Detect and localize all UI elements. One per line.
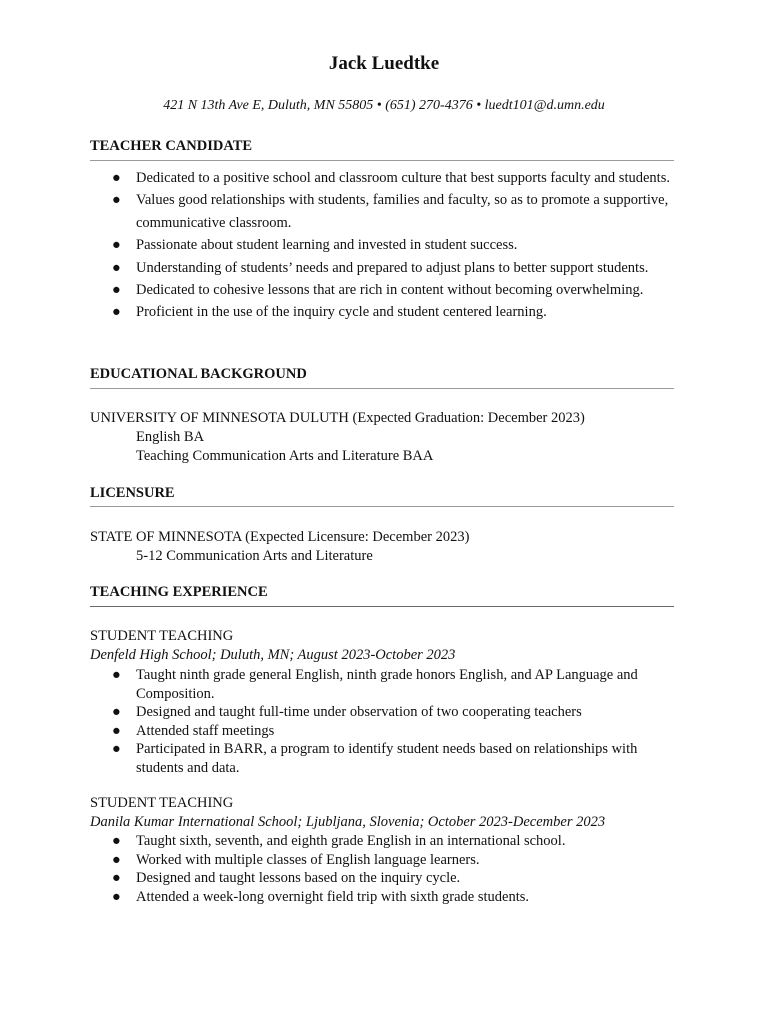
contact-line: 421 N 13th Ave E, Duluth, MN 55805 • (651) 270-4376 • luedt101@d.umn.edu [163,98,605,113]
list-item [90,740,680,777]
list-item [90,703,680,722]
list-item [90,869,680,888]
section-title-education: EDUCATIONAL BACKGROUND [90,366,307,382]
section-title-licensure: LICENSURE [90,485,175,501]
bullet-icon: ● [112,667,121,683]
candidate-bullet-text: Dedicated to a positive school and classroom culture that best supports faculty and students. [136,170,670,186]
list-item [90,722,680,741]
bullet-icon: ● [112,237,121,254]
section-divider [90,506,674,507]
job-role: STUDENT TEACHING [90,628,234,644]
list-item [90,851,680,870]
education-degree: English BA [136,429,205,445]
job-place: Denfeld High School; Duluth, MN; August 2023-October 2023 [90,647,456,663]
section-title-teaching-experience: TEACHING EXPERIENCE [90,584,268,600]
list-item [90,301,680,323]
list-item [90,189,680,234]
bullet-icon: ● [112,741,121,758]
candidate-name: Jack Luedtke [328,53,440,74]
list-item [90,167,680,189]
job-bullet-text: Attended a week-long overnight field trip with sixth grade students. [136,888,530,905]
bullet-icon: ● [112,851,121,868]
job-bullet-list [90,832,680,906]
bullet-icon: ● [112,888,121,905]
bullet-icon: ● [112,170,121,186]
job-role: STUDENT TEACHING [90,795,234,811]
licensure-area: 5-12 Communication Arts and Literature [136,548,373,564]
candidate-bullet-text: Passionate about student learning and invested in student success. [136,237,518,254]
bullet-icon: ● [112,870,121,887]
education-degree: Teaching Communication Arts and Literature BAA [136,448,434,464]
bullet-icon: ● [112,304,121,321]
section-divider [90,606,674,607]
candidate-bullet-list [90,167,680,324]
bullet-icon: ● [112,704,121,721]
list-item [90,832,680,851]
list-item [90,234,680,256]
list-item [90,666,680,703]
section-divider [90,160,674,161]
list-item [90,257,680,279]
job-place: Danila Kumar International School; Ljubljana, Slovenia; October 2023-December 2023 [90,814,606,830]
job-bullet-text: Attended staff meetings [136,722,275,739]
education-school: UNIVERSITY OF MINNESOTA DULUTH (Expected Graduation: December 2023) [90,410,585,426]
job-bullet-text: Taught sixth, seventh, and eighth grade English in an international school. [136,833,566,849]
job-bullet-text: Worked with multiple classes of English language learners. [136,851,480,868]
candidate-bullet-text: Values good relationships with students, families and faculty, so as to promote a supportive, communicative classroom. [136,192,669,231]
licensure-state: STATE OF MINNESOTA (Expected Licensure: December 2023) [90,529,470,545]
list-item [90,279,680,301]
job-bullet-text: Designed and taught lessons based on the inquiry cycle. [136,870,461,887]
bullet-icon: ● [112,282,121,299]
job-bullet-text: Designed and taught full-time under observation of two cooperating teachers [136,704,582,721]
candidate-bullet-text: Understanding of students’ needs and prepared to adjust plans to better support students. [136,259,649,276]
job-bullet-text: Taught ninth grade general English, ninth grade honors English, and AP Language and Composition. [136,667,638,702]
section-divider [90,388,674,389]
bullet-icon: ● [112,722,121,739]
bullet-icon: ● [112,259,121,276]
bullet-icon: ● [112,833,121,849]
list-item [90,888,680,907]
candidate-bullet-text: Proficient in the use of the inquiry cycle and student centered learning. [136,304,547,321]
job-bullet-text: Participated in BARR, a program to identify student needs based on relationships with students and data. [136,741,638,776]
bullet-icon: ● [112,192,121,209]
job-bullet-list [90,666,680,778]
section-title-teacher-candidate: TEACHER CANDIDATE [90,138,253,154]
candidate-bullet-text: Dedicated to cohesive lessons that are rich in content without becoming overwhelming. [136,282,644,299]
